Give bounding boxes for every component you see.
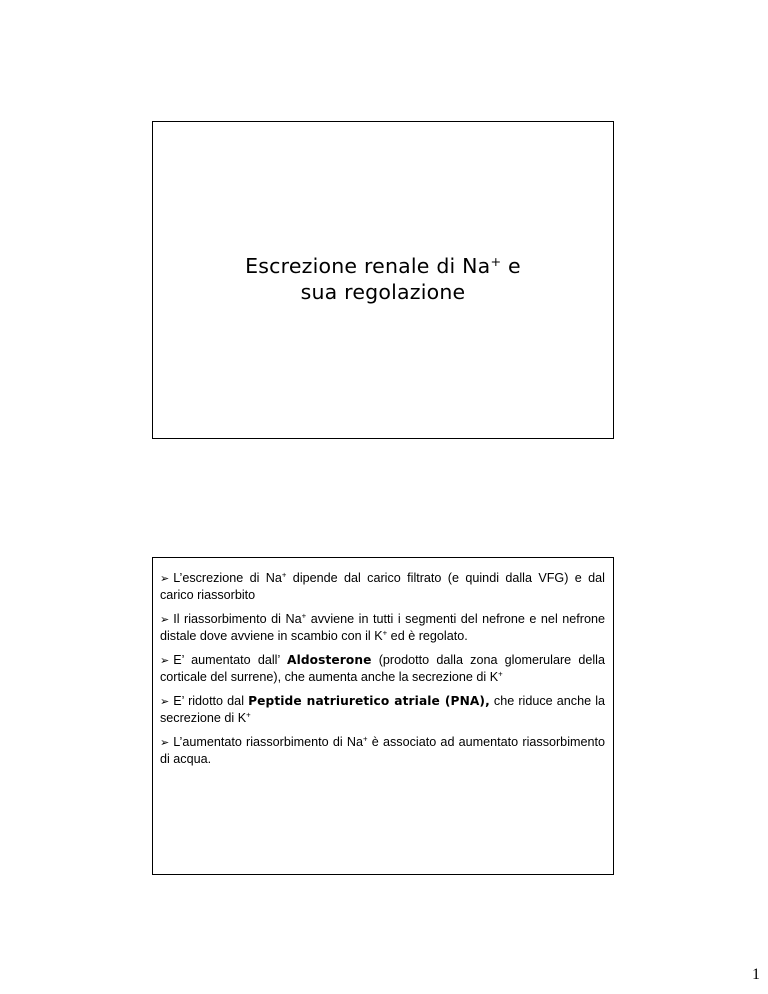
slide-bullets-frame — [152, 557, 614, 875]
bullet-list — [160, 570, 605, 775]
bullet-item-na-excretion: ➢ L’escrezione di Na+ dipende dal carico filtrato (e quindi dalla VFG) e dal carico riassorbito — [160, 570, 605, 603]
arrow-bullet-icon: ➢ — [160, 613, 170, 626]
term-aldosterone: Aldosterone — [287, 653, 372, 667]
bullet-item-aldosterone: ➢ E’ aumentato dall’ Aldosterone (prodotto dalla zona glomerulare della corticale del surrene), che aumenta anche la secrezione di K+ — [160, 653, 605, 685]
arrow-bullet-icon: ➢ — [160, 572, 170, 585]
bullet-item-na-reabsorption: ➢ Il riassorbimento di Na+ avviene in tutti i segmenti del nefrone e nel nefrone distale dove avviene in scambio con il K+ ed è regolato. — [160, 611, 605, 644]
bullet-item-water-reabsorption: ➢ L’aumentato riassorbimento di Na+ è associato ad aumentato riassorbimento di acqua. — [160, 734, 605, 767]
slide-title-line-2: sua regolazione — [300, 280, 466, 304]
slide-title — [153, 253, 613, 305]
slide-title-frame — [152, 121, 614, 439]
superscript-plus: + — [490, 254, 502, 270]
page-number: 1 — [752, 966, 760, 983]
arrow-bullet-icon: ➢ — [160, 736, 170, 749]
arrow-bullet-icon: ➢ — [160, 654, 170, 667]
term-pna: Peptide natriuretico atriale (PNA), — [248, 694, 490, 708]
arrow-bullet-icon: ➢ — [160, 695, 170, 708]
slide-title-line-1: Escrezione renale di Na+ e — [245, 254, 521, 278]
bullet-item-pna: ➢ E’ ridotto dal Peptide natriuretico atriale (PNA), che riduce anche la secrezione di K+ — [160, 694, 605, 726]
